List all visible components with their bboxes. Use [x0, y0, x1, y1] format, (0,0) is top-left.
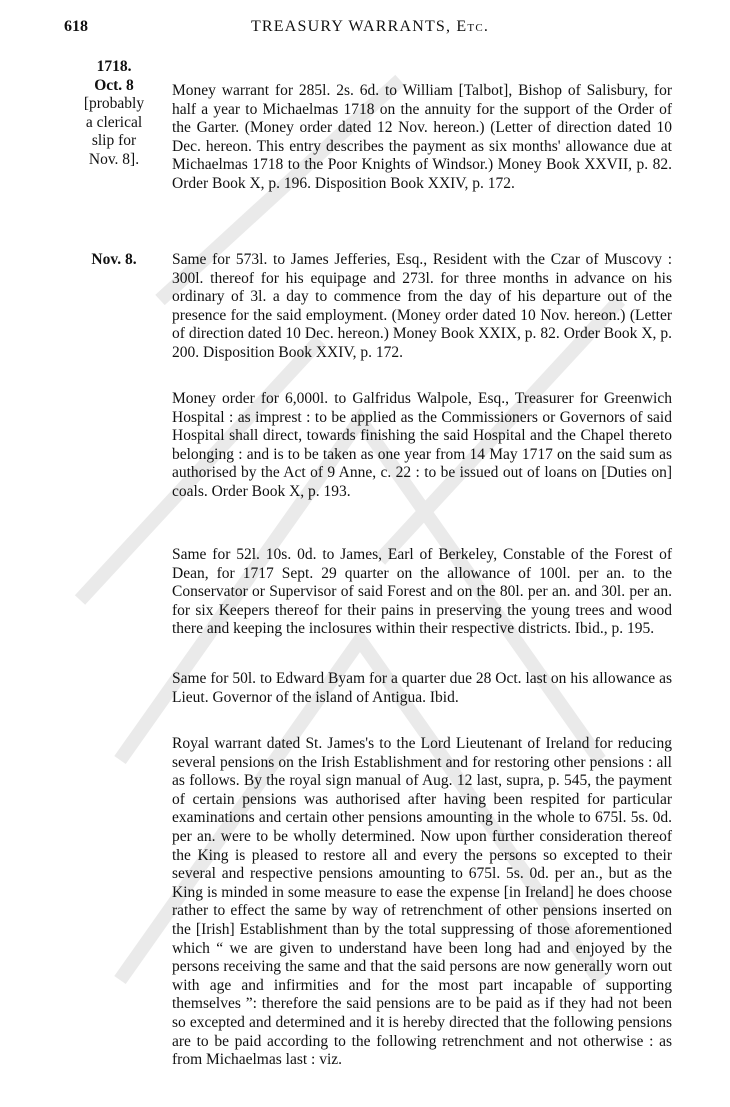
- entry-paragraph: [172, 735, 672, 1070]
- margin-date-line: Oct. 8: [94, 76, 134, 94]
- entry-text: Money order for 6,000l. to Galfridus Walpole, Esq., Treasurer for Greenwich Hospital : as imprest : to be applied as the Commissioners or Governors of said Hospital shall direct, towards finishing the said Hospital and the Chapel thereto belonging : and is to be taken as one year from 14 May 1717 on the said sum as authorised by the Act of 9 Anne, c. 22 : to be issued out of loans on [Duties on] coals. Order Book X, p. 193.: [172, 390, 672, 500]
- margin-date-block-1: [64, 58, 164, 169]
- entry-paragraph: [172, 670, 672, 707]
- entry-paragraph: [172, 251, 672, 363]
- margin-year: 1718.: [96, 58, 132, 75]
- entry-paragraph: [172, 546, 672, 639]
- entry-paragraph: [172, 390, 672, 502]
- margin-date-block-2: [64, 251, 164, 270]
- entry-paragraph: [172, 82, 672, 194]
- margin-date-line: Nov. 8.: [91, 251, 137, 268]
- running-title: TREASURY WARRANTS, Etc.: [250, 18, 490, 35]
- margin-note-line: Nov. 8].: [88, 150, 140, 168]
- margin-note-line: [probably: [83, 95, 145, 112]
- margin-note-line: slip for: [91, 132, 137, 149]
- page-number: 618: [64, 18, 88, 35]
- margin-note-line: a clerical: [85, 113, 143, 131]
- entry-text: Same for 52l. 10s. 0d. to James, Earl of Berkeley, Constable of the Forest of Dean, for 1717 Sept. 29 quarter on the allowance of 100l. per an. to the Conservator or Supervisor of said Forest and on the 80l. per an. and 30l. per an. for six Keepers thereof for their pains in preserving the young trees and wood there and keeping the inclosures within their respective districts. Ibid., p. 195.: [172, 546, 672, 638]
- entry-text: Royal warrant dated St. James's to the Lord Lieutenant of Ireland for reducing several pensions on the Irish Establishment and for restoring other pensions : all as follows. By the royal sign manual of Aug. 12 last, supra, p. 545, the payment of certain pensions was authorised after having been respited for particular examinations and certain other pensions amounting in the whole to 675l. 5s. 0d. per an. were to be wholly determined. Now upon further consideration thereof the King is pleased to restore all and every the persons so excepted to their several and respective pensions amounting to 675l. 5s. 0d. per an., but as the King is minded in some measure to ease the expense [in Ireland] he does choose rather to effect the same by way of retrenchment of other pensions inserted on the [Irish] Establishment than by the total suppressing of those aforementioned which “ we are given to understand have been long had and enjoyed by the persons receiving the same and that the said persons are now generally worn out with age and infirmities and for the most part incapable of supporting themselves ”: therefore the said pensions are to be paid as if they had not been so excepted and determined and it is hereby directed that the following pensions are to be paid according to the following retrenchment and not otherwise : as from Michaelmas last : viz.: [172, 735, 672, 1069]
- entry-text: Same for 50l. to Edward Byam for a quarter due 28 Oct. last on his allowance as Lieut. Governor of the island of Antigua. Ibid.: [172, 670, 672, 706]
- page-header: [64, 18, 676, 40]
- entry-text: Money warrant for 285l. 2s. 6d. to William [Talbot], Bishop of Salisbury, for half a year to Michaelmas 1718 on the annuity for the support of the Order of the Garter. (Money order dated 12 Nov. hereon.) (Letter of direction dated 10 Dec. hereon. This entry describes the payment as six months' allowance due at Michaelmas 1718 to the Poor Knights of Windsor.) Money Book XXVII, p. 82. Order Book X, p. 196. Disposition Book XXIV, p. 172.: [172, 82, 672, 192]
- entry-text: Same for 573l. to James Jefferies, Esq., Resident with the Czar of Muscovy : 300l. thereof for his equipage and 273l. for three months in advance on his ordinary of 3l. a day to commence from the day of his departure out of the presence for the said employment. (Money order dated 10 Nov. hereon.) (Letter of direction dated 10 Dec. hereon.) Money Book XXIX, p. 82. Order Book X, p. 200. Disposition Book XXIV, p. 172.: [172, 251, 672, 361]
